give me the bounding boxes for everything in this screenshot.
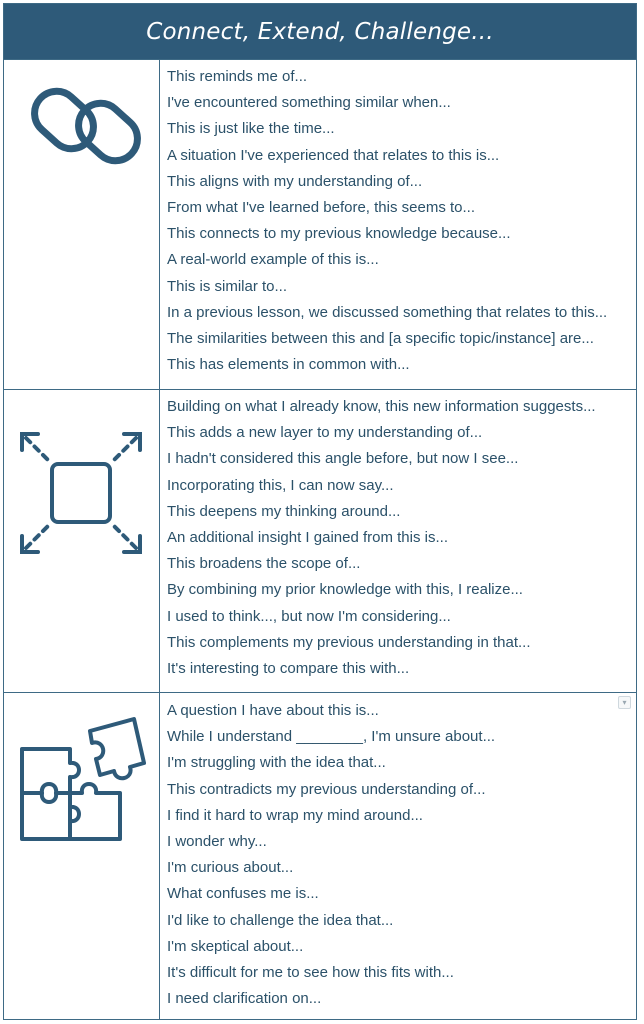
list-item: Building on what I already know, this new information suggests... — [167, 398, 596, 415]
list-item: This is just like the time... — [167, 120, 335, 138]
list-item: I wonder why... — [167, 832, 267, 850]
list-item: I've encountered something similar when... — [167, 94, 451, 112]
list-item: This has elements in common with... — [167, 356, 410, 374]
connect-stems — [160, 60, 636, 389]
list-item: Incorporating this, I can now say... — [167, 476, 394, 494]
expand-square-icon — [16, 428, 146, 558]
list-item: I'm curious about... — [167, 859, 294, 877]
sentence-stems-sheet — [3, 3, 637, 1020]
list-item: This connects to my previous knowledge because... — [167, 225, 511, 243]
challenge-stems — [160, 693, 636, 1019]
extend-icon-cell — [4, 390, 160, 692]
list-item: In a previous lesson, we discussed something that relates to this... — [167, 303, 608, 321]
list-item: I need clarification on... — [167, 990, 322, 1008]
list-item: I'm skeptical about... — [167, 937, 304, 955]
connect-icon-cell — [4, 60, 160, 389]
list-item: From what I've learned before, this seems to... — [167, 198, 475, 216]
list-item: I'd like to challenge the idea that... — [167, 911, 394, 929]
list-item: This adds a new layer to my understanding of... — [167, 424, 483, 442]
chevron-down-icon[interactable]: ▾ — [618, 696, 631, 709]
extend-row — [4, 389, 636, 692]
list-item: A situation I've experienced that relates to this is... — [167, 146, 500, 164]
connect-row — [4, 59, 636, 389]
list-item: This aligns with my understanding of... — [167, 172, 423, 190]
list-item: It's difficult for me to see how this fits with... — [167, 963, 454, 981]
list-item: A real-world example of this is... — [167, 251, 379, 269]
list-item: This is similar to... — [167, 277, 288, 295]
list-item: This complements my previous understanding in that... — [167, 633, 531, 651]
list-item: What confuses me is... — [167, 885, 319, 903]
list-item: A question I have about this is... — [167, 702, 379, 719]
list-item: This reminds me of... — [167, 68, 308, 85]
list-item: I'm struggling with the idea that... — [167, 754, 386, 772]
extend-stems — [160, 390, 636, 692]
list-item: I find it hard to wrap my mind around... — [167, 806, 423, 824]
list-item: This contradicts my previous understanding of... — [167, 780, 486, 798]
challenge-icon-cell — [4, 693, 160, 1019]
list-item: An additional insight I gained from this is... — [167, 528, 448, 546]
puzzle-pieces-icon — [10, 709, 150, 849]
list-item: The similarities between this and [a specific topic/instance] are... — [167, 329, 594, 347]
list-item: I used to think..., but now I'm considering... — [167, 607, 451, 625]
chain-links-icon — [12, 70, 152, 180]
list-item: While I understand ________, I'm unsure about... — [167, 728, 496, 746]
list-item: This deepens my thinking around... — [167, 502, 401, 520]
list-item: It's interesting to compare this with... — [167, 659, 410, 677]
list-item: I hadn't considered this angle before, but now I see... — [167, 450, 519, 468]
list-item: By combining my prior knowledge with this, I realize... — [167, 581, 523, 599]
list-item: This broadens the scope of... — [167, 555, 361, 573]
challenge-row — [4, 692, 636, 1019]
page-title: Connect, Extend, Challenge... — [4, 4, 636, 59]
